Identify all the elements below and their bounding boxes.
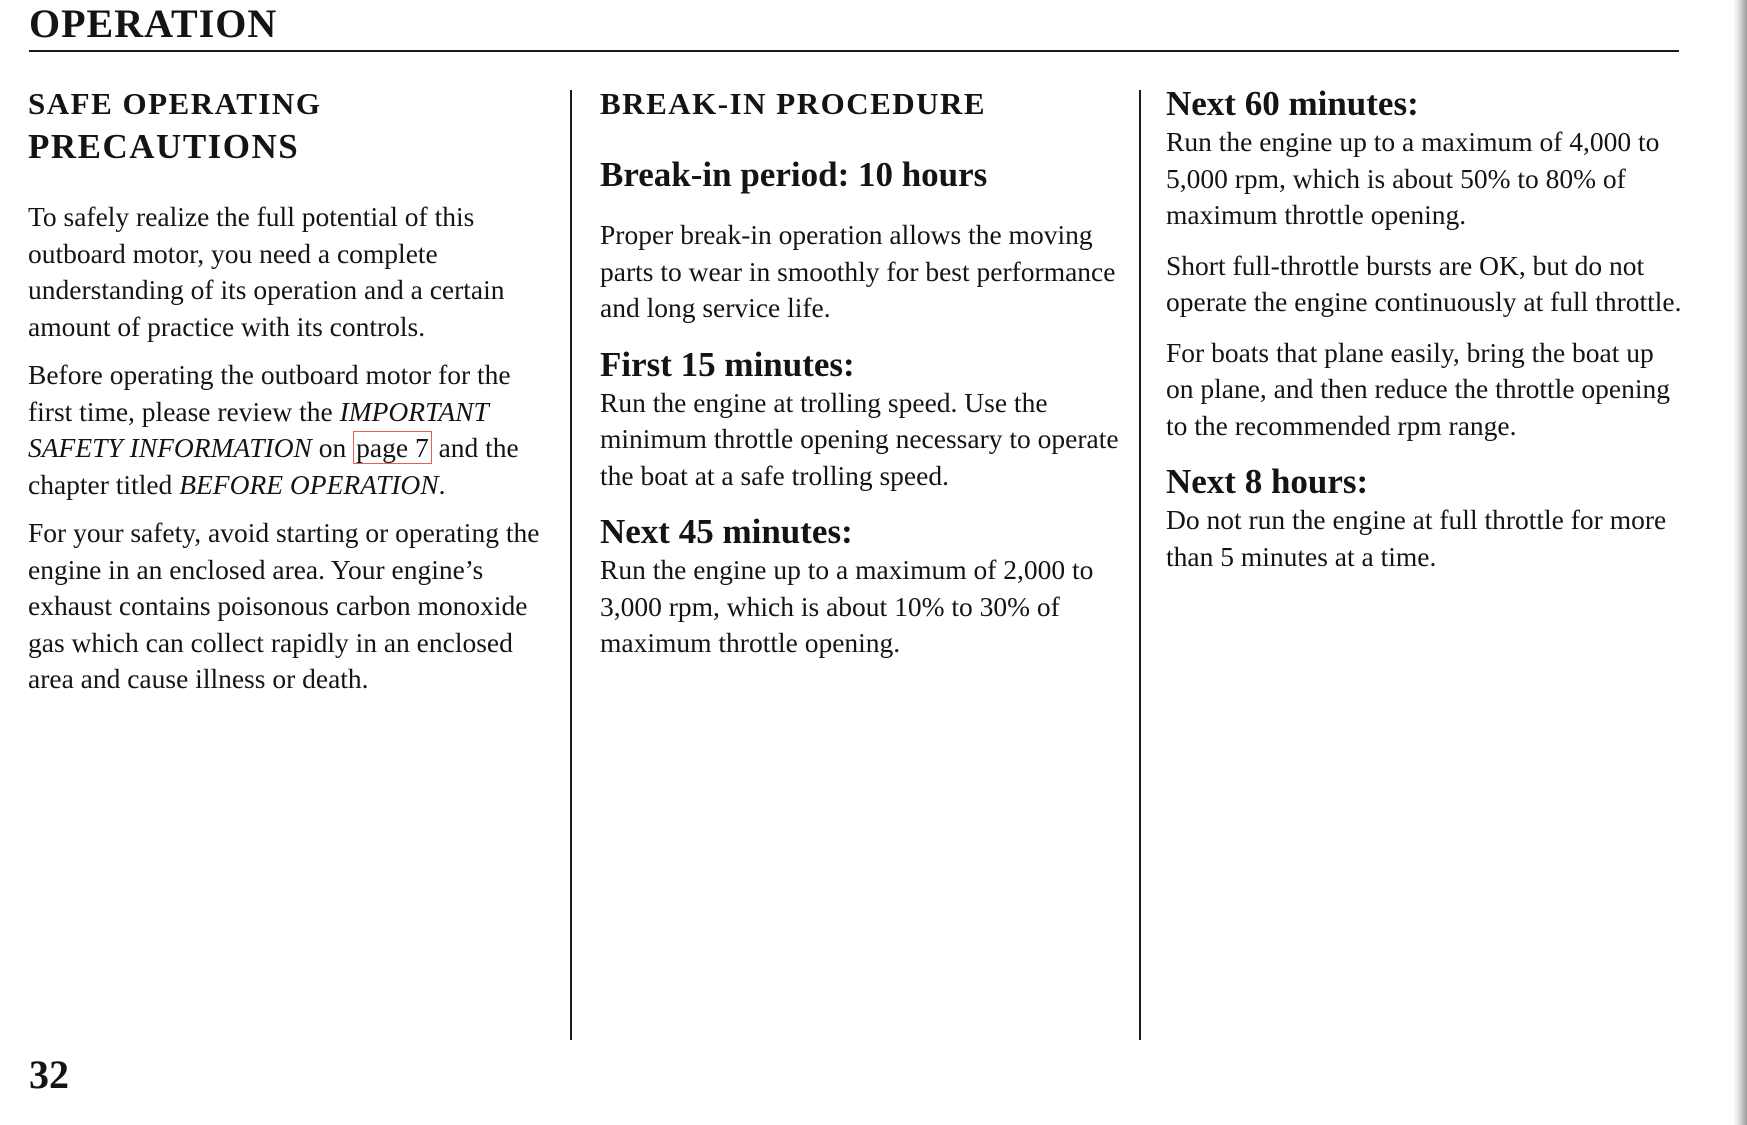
header-rule — [29, 50, 1679, 52]
column-break-in — [600, 84, 1120, 662]
review-text-on: on — [311, 432, 354, 463]
page-title: OPERATION — [29, 1, 278, 46]
safe-operating-heading-line2: PRECAUTIONS — [28, 127, 300, 166]
next-45-paragraph: Run the engine up to a maximum of 2,000 to 3,000 rpm, which is about 10% to 30% of maximum throttle opening. — [600, 554, 1094, 658]
review-text-end: . — [438, 468, 446, 500]
next-60-paragraph: Run the engine up to a maximum of 4,000 to 5,000 rpm, which is about 50% to 80% of maximum throttle opening. — [1166, 126, 1660, 230]
break-in-heading: BREAK-IN PROCEDURE — [600, 86, 987, 121]
break-in-period-heading: Break-in period: 10 hours — [600, 155, 988, 194]
next-45-heading: Next 45 minutes: — [600, 512, 853, 551]
safe-operating-heading-line1: SAFE OPERATING — [28, 86, 322, 121]
page-edge-shadow — [1733, 0, 1747, 1125]
break-in-intro-paragraph: Proper break-in operation allows the moving parts to wear in smoothly for best performance and long service life. — [600, 219, 1116, 323]
column-divider-1 — [570, 90, 572, 1040]
review-text-middle: and the chapter titled — [28, 432, 519, 500]
exhaust-warning-paragraph: For your safety, avoid starting or operating the engine in an enclosed area. Your engine’s exhaust contains poisonous carbon monoxide gas which can collect rapidly in an enclosed area and cause illness or death. — [28, 517, 540, 694]
safety-info-reference: IMPORTANT SAFETY INFORMATION — [28, 395, 489, 463]
next-8-hours-heading: Next 8 hours: — [1166, 462, 1369, 501]
page-7-link[interactable]: page 7 — [353, 431, 432, 464]
review-text-before: Before operating the outboard motor for the first time, please review the — [28, 359, 511, 427]
next-8-hours-paragraph: Do not run the engine at full throttle for more than 5 minutes at a time. — [1166, 504, 1667, 572]
planing-boats-paragraph: For boats that plane easily, bring the boat up on plane, and then reduce the throttle opening to the recommended rpm range. — [1166, 336, 1670, 441]
column-divider-2 — [1139, 90, 1141, 1040]
full-throttle-bursts-paragraph: Short full-throttle bursts are OK, but do not operate the engine continuously at full throttle. — [1166, 249, 1682, 317]
first-15-paragraph: Run the engine at trolling speed. Use the minimum throttle opening necessary to operate the boat at a safe trolling speed. — [600, 386, 1119, 491]
before-operation-reference: BEFORE OPERATION — [179, 468, 439, 500]
column-safe-operating — [28, 84, 548, 698]
next-60-heading: Next 60 minutes: — [1166, 84, 1419, 123]
safety-intro-paragraph: To safely realize the full potential of this outboard motor, you need a complete understanding of its operation and a certain amount of practice with its controls. — [28, 201, 505, 342]
column-later-stages — [1166, 84, 1686, 575]
safe-operating-heading — [28, 84, 548, 171]
page-number: 32 — [29, 1052, 69, 1097]
review-safety-paragraph — [28, 357, 548, 503]
first-15-heading: First 15 minutes: — [600, 344, 855, 384]
